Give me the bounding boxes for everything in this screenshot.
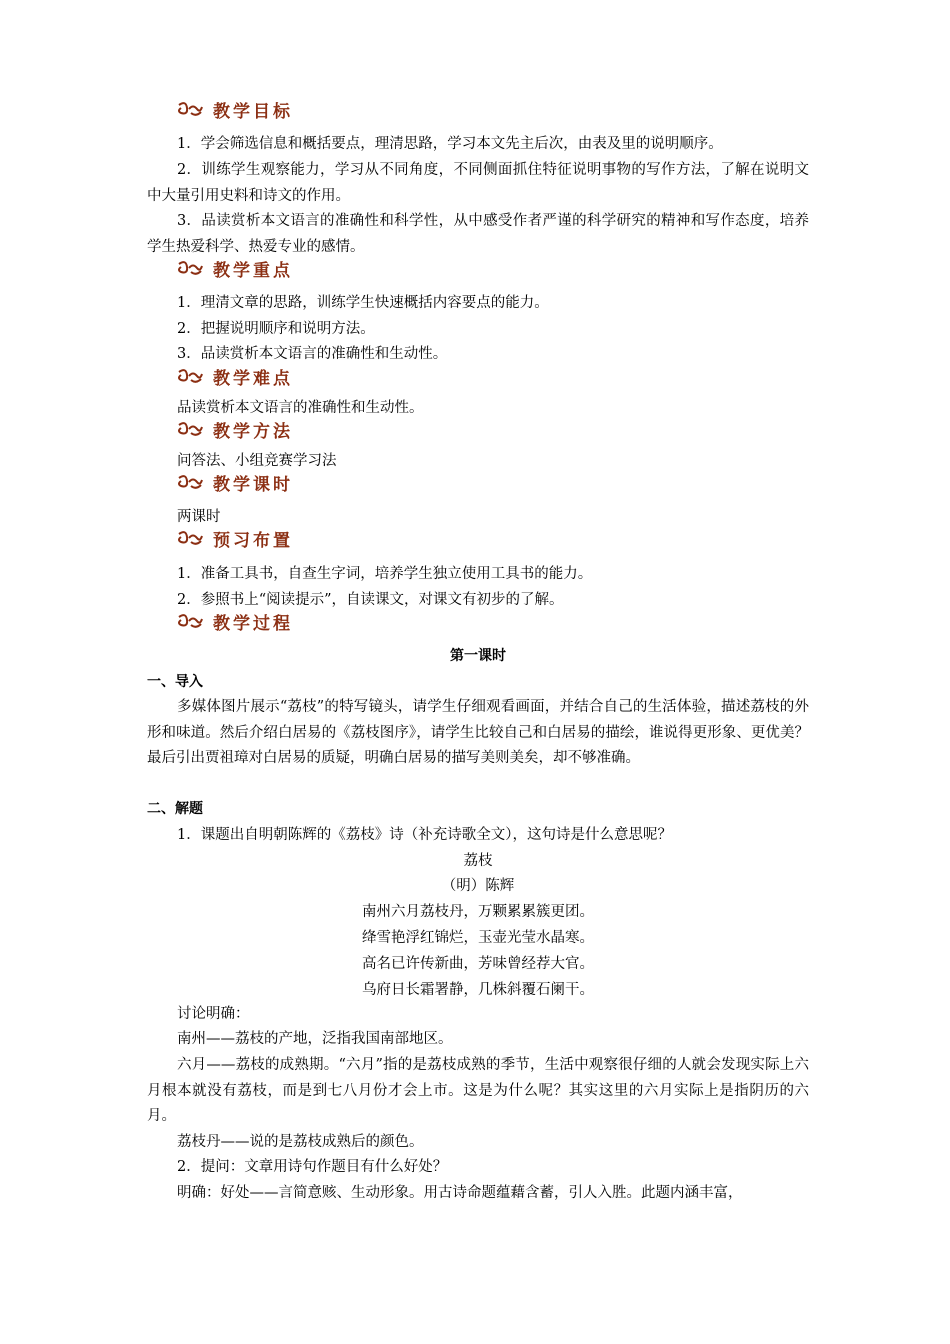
lesson-title: 第一课时 [450,648,506,664]
section-title: 预习布置 [213,530,293,551]
section-title: 教学难点 [213,368,293,389]
preview-item-1: 1．准备工具书，自查生字词，培养学生独立使用工具书的能力。 [177,566,593,582]
section-heading-process [177,608,293,634]
section-heading-keypoints [177,255,293,281]
ornament-icon [177,101,203,117]
poem-line: 南州六月荔枝丹，万颗累累簇更团。 [362,904,594,920]
section-heading-difficulty [177,363,293,389]
keypoint-item-3: 3．品读赏析本文语言的准确性和生动性。 [177,346,448,362]
discuss-item-2: 六月——荔枝的成熟期。“六月”指的是荔枝成熟的季节，生活中观察很仔细的人就会发现实际上六月根本就没有荔枝，而是到七八月份才会上市。这是为什么呢？其实这里的六月实际上是指阴历的六月。 [147,1057,809,1125]
ornament-icon [177,613,203,629]
section-heading-goals [177,96,293,122]
answer-text: 明确：好处——言简意赅、生动形象。用古诗命题蕴藉含蓄，引人入胜。此题内涵丰富， [177,1185,743,1201]
ornament-icon [177,368,203,384]
poem-line: 乌府日长霜署静，几株斜覆石阑干。 [362,982,594,998]
goal-item-2: 2．训练学生观察能力，学习从不同角度，不同侧面抓住特征说明事物的写作方法，了解在说明文中大量引用史料和诗文的作用。 [147,162,809,204]
hours-text: 两课时 [177,509,221,525]
section-title: 教学课时 [213,474,293,495]
ornament-icon [177,474,203,490]
discuss-item-1: 南州——荔枝的产地，泛指我国南部地区。 [177,1031,453,1047]
goal-item-3: 3．品读赏析本文语言的准确性和科学性，从中感受作者严谨的科学研究的精神和写作态度，培养学生热爱科学、热爱专业的感情。 [147,213,809,255]
part2-question-2: 2．提问：文章用诗句作题目有什么好处？ [177,1159,448,1175]
section-title: 教学方法 [213,421,293,442]
ornament-icon [177,260,203,276]
section-title: 教学过程 [213,613,293,634]
keypoint-item-2: 2．把握说明顺序和说明方法。 [177,321,375,337]
part2-question-1: 1．课题出自明朝陈辉的《荔枝》诗（补充诗歌全文），这句诗是什么意思呢？ [177,827,672,843]
poem-title: 荔枝 [463,853,493,869]
poem-line: 高名已许传新曲，芳味曾经荐大官。 [362,956,594,972]
part1-text: 多媒体图片展示“荔枝”的特写镜头，请学生仔细观看画面，并结合自己的生活体验，描述荔枝的外形和味道。然后介绍白居易的《荔枝图序》，请学生比较自己和白居易的描绘，谁说得更形象、更优美？最后引出贾祖璋对白居易的质疑，明确白居易的描写美则美矣，却不够准确。 [147,699,809,767]
poem-line: 绛雪艳浮红锦烂，玉壶光莹水晶寒。 [362,930,594,946]
section-title: 教学目标 [213,101,293,122]
keypoint-item-1: 1．理清文章的思路，训练学生快速概括内容要点的能力。 [177,295,549,311]
ornament-icon [177,530,203,546]
difficulty-text: 品读赏析本文语言的准确性和生动性。 [177,400,424,416]
discuss-item-3: 荔枝丹——说的是荔枝成熟后的颜色。 [177,1134,424,1150]
goal-item-1: 1．学会筛选信息和概括要点，理清思路，学习本文先主后次，由表及里的说明顺序。 [177,136,723,152]
discuss-label: 讨论明确： [177,1006,250,1022]
section-heading-preview [177,525,293,551]
preview-item-2: 2．参照书上“阅读提示”，自读课文，对课文有初步的了解。 [177,592,564,608]
part2-title: 二、解题 [147,801,203,817]
section-title: 教学重点 [213,260,293,281]
method-text: 问答法、小组竞赛学习法 [177,453,337,469]
poem-author: （明）陈辉 [441,878,515,894]
part1-title: 一、导入 [147,674,203,690]
ornament-icon [177,421,203,437]
section-heading-hours [177,469,293,495]
section-heading-method [177,416,293,442]
